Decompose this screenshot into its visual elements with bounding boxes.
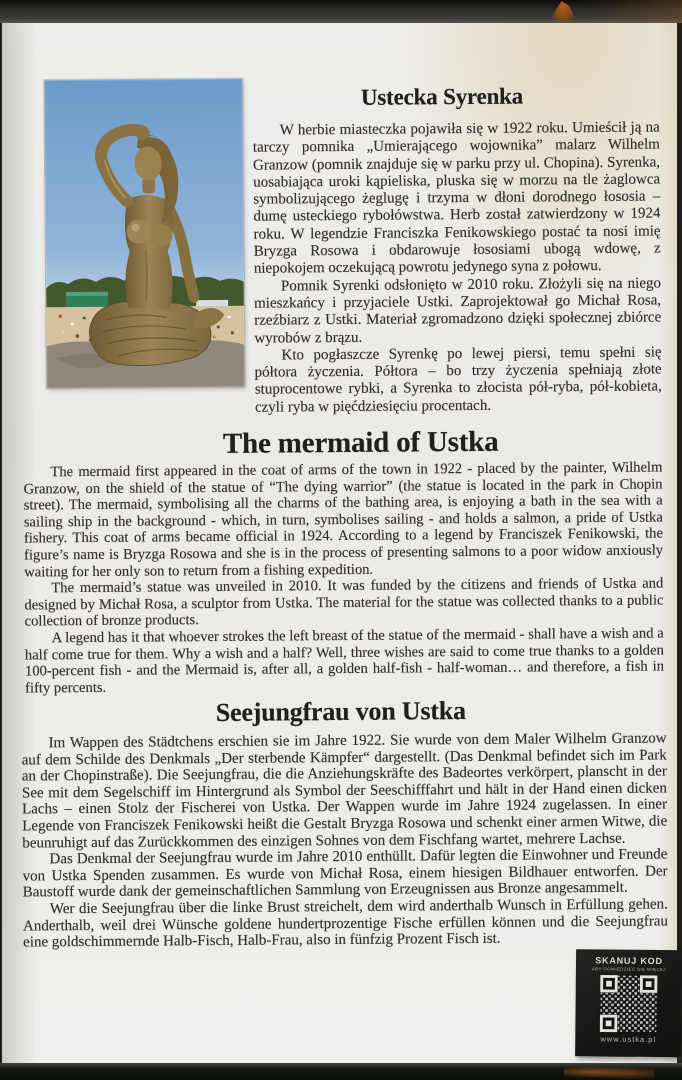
- qr-finder-top-right: [639, 975, 658, 994]
- qr-finder-top-left: [600, 974, 619, 993]
- frame-top-bar: [0, 0, 682, 23]
- section-title-english: The mermaid of Ustka: [222, 425, 499, 460]
- qr-url: www.ustka.pl: [600, 1034, 657, 1045]
- qr-subheading: ABY DOWIEDZIEĆ SIĘ WIĘCEJ: [591, 966, 667, 973]
- rust-stain-bottom: [564, 1065, 654, 1079]
- qr-heading: SKANUJ KOD: [595, 955, 663, 967]
- qr-finder-bottom-left: [599, 1014, 618, 1033]
- section-body-english: [23, 459, 664, 696]
- paragraph: The mermaid’s statue was unveiled in 2010. It was funded by the citizens and friends of Ustka and designed by Michał Rosa, a sculptor from Ustka. The material for the statue was collected thanks to a public collection of bronze products.: [24, 575, 664, 630]
- paragraph: Kto pogłaszcze Syrenkę po lewej piersi, temu spełni się półtora życzenia. Półtora – bo trzy życzenia spełniają złote stuprocentowe rybki, a Syrenka to złocista pół-ryba, pół-kobieta, czyli ryba w pięćdziesięciu procentach.: [254, 344, 662, 416]
- mermaid-statue-illustration: [44, 79, 244, 389]
- paragraph: Das Denkmal der Seejungfrau wurde im Jahre 2010 enthüllt. Dafür legten die Einwohner und Freunde von Ustka Spenden zusammen. Es wurde von Michał Rosa, einem hiesigen Bildhauer entworfen. Der Baustoff wurde dank der gemeinschaftlichen Sammlung von Erzeugnissen aus Bronze angesammelt.: [22, 846, 668, 901]
- paragraph: Pomnik Syrenki odsłonięto w 2010 roku. Złożyli się na niego mieszkańcy i przyjaciele Ustki. Zaprojektował go Michał Rosa, rzeźbiarz z Ustki. Materiał zgromadzono dzięki społecznej zbiórce wyrobów z brązu.: [254, 275, 662, 347]
- qr-plate: [575, 949, 682, 1057]
- section-body-polish: [253, 119, 662, 416]
- section-body-german: [21, 730, 668, 951]
- qr-code-icon: [599, 974, 658, 1033]
- information-plaque: [2, 23, 677, 1064]
- section-title-german: Seejungfrau von Ustka: [215, 696, 466, 727]
- paragraph: Wer die Seejungfrau über die linke Brust streichelt, dem wird anderthalb Wunsch in Erfüllung gehen. Anderthalb, weil drei Wünsche goldene hundertprozentige Fische erfüllen können und die Seejungfrau eine goldschimmernde Halb-Fisch, Halb-Frau, also in fünfzig Prozent Fisch ist.: [22, 896, 669, 951]
- paragraph: A legend has it that whoever strokes the left breast of the statue of the mermaid - shall have a wish and a half come true for them. Why a wish and a half? Well, three wishes are said to come true thanks to a golden 100-percent fish - and the Mermaid is, after all, a golden half-fish - half-woman… and therefore, a fish in fifty percents.: [24, 625, 665, 697]
- kiosk-roof: [66, 292, 108, 296]
- paragraph: The mermaid first appeared in the coat of arms of the town in 1922 - placed by the painter, Wilhelm Granzow, on the shield of the statue of “The dying warrior” (the statue is located in the park in Chopin street). The mermaid, symbolising all the charms of the bathing area, is enjoying a bath in the sea with a sailing ship in the background - which, in turn, symbolises sailing - and holds a salmon, a pride of Ustka fishery. This coat of arms became official in 1924. According to a legend by Franciszek Fenikowski, the figure’s name is Bryzga Rosowa and she is in the process of presenting salmons to a poor widow anxiously waiting for her only son to return from a fishing expedition.: [23, 459, 664, 581]
- section-title-polish: Ustecka Syrenka: [360, 83, 524, 110]
- paragraph: W herbie miasteczka pojawiła się w 1922 roku. Umieścił ją na tarczy pomnika „Umierającego wojownika” malarz Wilhelm Granzow (pomnik znajduje się w parku przy ul. Chopina). Syrenka, uosabiająca uroki kąpieliska, pluska się w morzu na tle żaglowca symbolizującego żeglugę i trzyma w dłoni dorodnego łososia – dumę usteckiego rybołówstwa. Herb został zatwierdzony w 1924 roku. W legendzie Franciszka Fenikowskiego postać ta nosi imię Bryzga Rosowa i obdarowuje łososiami ubogą wdowę, z niepokojem oczekującą powrotu jedynego syna z połowu.: [252, 119, 661, 278]
- mermaid-statue-photo: [44, 79, 244, 389]
- paragraph: Im Wappen des Städtchens erschien sie im Jahre 1922. Sie wurde von dem Maler Wilhelm Granzow auf dem Schilde des Denkmals „Der sterbende Kämpfer“ dargestellt. (Das Denkmal befindet sich im Park an der Chopinstraße). Die Seejungfrau, die die Anziehungskräfte des Badeortes verkörpert, planscht in der See mit dem Segelschiff im Hintergrund als Symbol der Seeschifffahrt und hält in der Hand einen dicken Lachs – einen Stolz der Fischerei von Ustka. Der Wappen wurde im Jahre 1924 zugelassen. In einer Legende von Franciszek Fenikowski heißt die Gestalt Bryzga Rosowa und schenkt einer armen Witwe, die beunruhigt auf das Zurückkommen des einzigen Sohnes von dem Fischfang wartet, mehrere Lachse.: [21, 730, 668, 852]
- plaque-content: [0, 20, 681, 1066]
